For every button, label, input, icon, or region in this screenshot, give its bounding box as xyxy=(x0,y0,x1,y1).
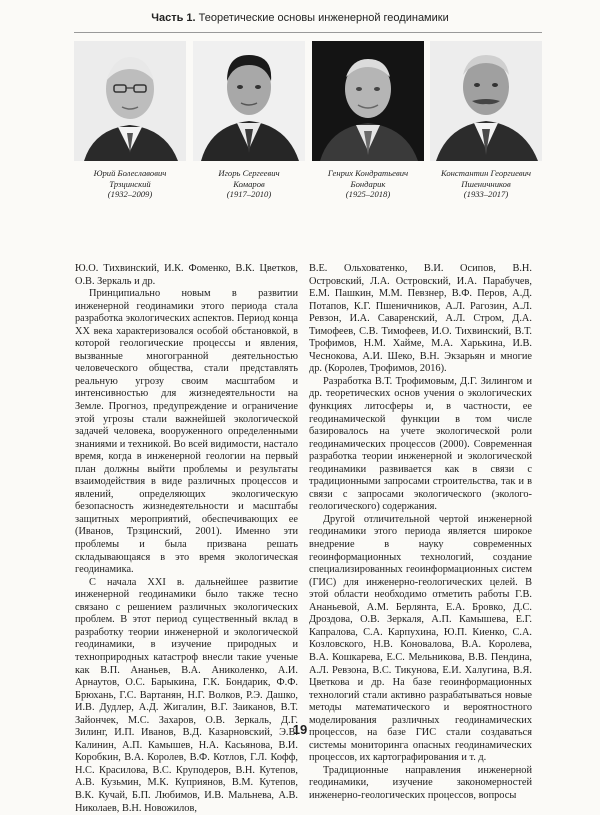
caption-surname: Бондарик xyxy=(350,178,386,189)
caption-name: Юрий Болеславович xyxy=(93,168,167,178)
portrait-photo-1 xyxy=(74,41,186,161)
portrait-caption-3 xyxy=(312,168,424,200)
caption-surname: Комаров xyxy=(233,178,265,189)
paragraph: Другой отличительной чертой инженерной геодинамики этого периода является широкое внедрение в науку современных геоинформационных технологий, создание специализированных геоинформационных систем (ГИС) для инженерно-геологических целей. В этой области необходимо отметить работы Г.В. Ананьевой, А.М. Берлянта, Е.А. Бровко, Д.С. Дроздова, О.В. Зеркаля, А.П. Камышева, Е.Г. Капралова, С.А. Карпухина, Ю.П. Киенко, С.А. Козловского, Н.В. Коновалова, В.А. Королева, В.А. Кошкарева, Е.С. Мельникова, В.В. Пендина, А.Л. Ревзона, В.С. Тикунова, Е.И. Халугина, В.Я. Цветкова и др. На базе геоинформационных технологий стали активно разрабатываться новые методы математического и вероятностного моделирования различных геодинамических процессов, на базе ГИС стали создаваться системы мониторинга опасных геодинамических процессов, их картографирования и т. д. xyxy=(309,513,532,764)
portrait-photo-3 xyxy=(312,41,424,161)
portrait-2 xyxy=(193,41,305,200)
portrait-4 xyxy=(430,41,542,200)
caption-name: Константин Георгиевич xyxy=(440,168,532,178)
portrait-caption-1 xyxy=(74,168,186,200)
caption-surname: Трзцинский xyxy=(109,178,151,189)
paragraph: С начала XXI в. дальнейшее развитие инженерной геодинамики было также тесно связано с решением различных экологических проблем. В этот период существенный вклад в разработку теории инженерной и экологической геодинамики, в изучение природных и техноприродных катастроф внесли такие ученые как В.П. Ананьев, В.А. Аниколенко, А.И. Арнаутов, О.С. Барыкина, Г.К. Бондарик, Ф.Ф. Брюхань, Г.С. Вартанян, Н.Г. Волков, Р.Э. Дашко, И.В. Дудлер, А.Д. Жигалин, В.Г. Заиканов, В.Т. Зайончек, М.С. Захаров, О.В. Зеркаль, Д.Г. Зилинг, И.П. Иванов, В.Д. Казарновский, Э.В. Калинин, А.П. Камышев, Н.А. Касьянова, В.И. Коробкин, В.А. Королев, В.Ф. Котлов, Г.Л. Кофф, Н.С. Красилова, В.С. Круподеров, В.Н. Кутепов, А.В. Кузьмин, М.К. Куприянов, В.М. Кутепов, В.К. Кучай, Б.П. Любимов, И.В. Мальнева, А.В. Николаев, В.Н. Новожилов, xyxy=(75,576,298,814)
paragraph: Традиционные направления инженерной геодинамики, изучение закономерностей инженерно-геологических процессов, вопросы xyxy=(309,764,532,801)
caption-years: (1932–2009) xyxy=(107,189,153,199)
portrait-3 xyxy=(312,41,424,200)
header-part: Часть 1. xyxy=(151,12,196,24)
caption-years: (1917–2010) xyxy=(226,189,272,199)
caption-name: Игорь Сергеевич xyxy=(218,168,280,178)
header-divider xyxy=(74,32,542,33)
portrait-caption-4 xyxy=(430,168,542,200)
portrait-row xyxy=(74,41,542,246)
portrait-1 xyxy=(74,41,186,200)
page-number: 19 xyxy=(292,722,308,737)
caption-years: (1933–2017) xyxy=(463,189,509,199)
caption-years: (1925–2018) xyxy=(345,189,391,199)
paragraph: В.Е. Ольховатенко, В.И. Осипов, В.Н. Островский, Л.А. Островский, И.А. Парабучев, Е.М. Пашкин, М.М. Певзнер, В.Ф. Перов, А.Д. Потапов, К.Г. Пшеничников, А.Л. Рагозин, А.Л. Ревзон, И.А. Саваренский, А.Л. Стром, Д.А. Тимофеев, С.В. Тимофеев, И.О. Тихвинский, В.Т. Трофимов, Н.М. Хайме, М.А. Харькина, И.В. Чеснокова, А.И. Шеко, В.Н. Экзарьян и многие др. (Королев, Трофимов, 2016). xyxy=(309,263,532,375)
caption-surname: Пшеничников xyxy=(461,178,511,189)
portrait-photo-4 xyxy=(430,41,542,161)
paragraph: Ю.О. Тихвинский, И.К. Фоменко, В.К. Цветков, О.В. Зеркаль и др. xyxy=(75,263,298,287)
header-title: Теоретические основы инженерной геодинамики xyxy=(198,12,449,24)
portrait-photo-2 xyxy=(193,41,305,161)
portrait-caption-2 xyxy=(193,168,305,200)
paragraph: Принципиально новым в развитии инженерной геодинамики этого периода стала разработка экологических аспектов. Период конца XX века характеризовался особой обстановкой, в которой геологические процессы и явления, вызванные многогранной деятельностью человеческого общества, стали представлять реальную угрозу своим масштабом и интенсивностью для жизнедеятельности на Земле. Прогноз, предупреждение и ограничение этой угрозы стали важнейшей экологической задачей человека, вооруженного определенными знаниями и техникой. Во всей видимости, настало время, когда в инженерной геологии на первый план должны выйти проблемы и результаты взаимодействия в виде различных процессов и явлений, определяющих экологическую безопасность жизнедеятельности и масштабы защитных мероприятий, обеспечивающих ее (Иванов, Трзцинский, 2001). Именно эти проблемы и была призвана решать складывающаяся в это время экологическая геодинамика. xyxy=(75,288,298,576)
paragraph: Разработка В.Т. Трофимовым, Д.Г. Зилингом и др. теоретических основ учения о экологических функциях литосферы и, в частности, ее геодинамической функции в том числе базировалось на учете экологической роли геодинамических процессов (2000). Современная разработка теории инженерной и экологической геодинамики развивается как в связи с традиционными запросами строительства, так и в связи с запросами экологического (эколого-геологического) содержания. xyxy=(309,375,532,513)
caption-name: Генрих Кондратьевич xyxy=(327,168,409,178)
running-header xyxy=(0,12,600,24)
